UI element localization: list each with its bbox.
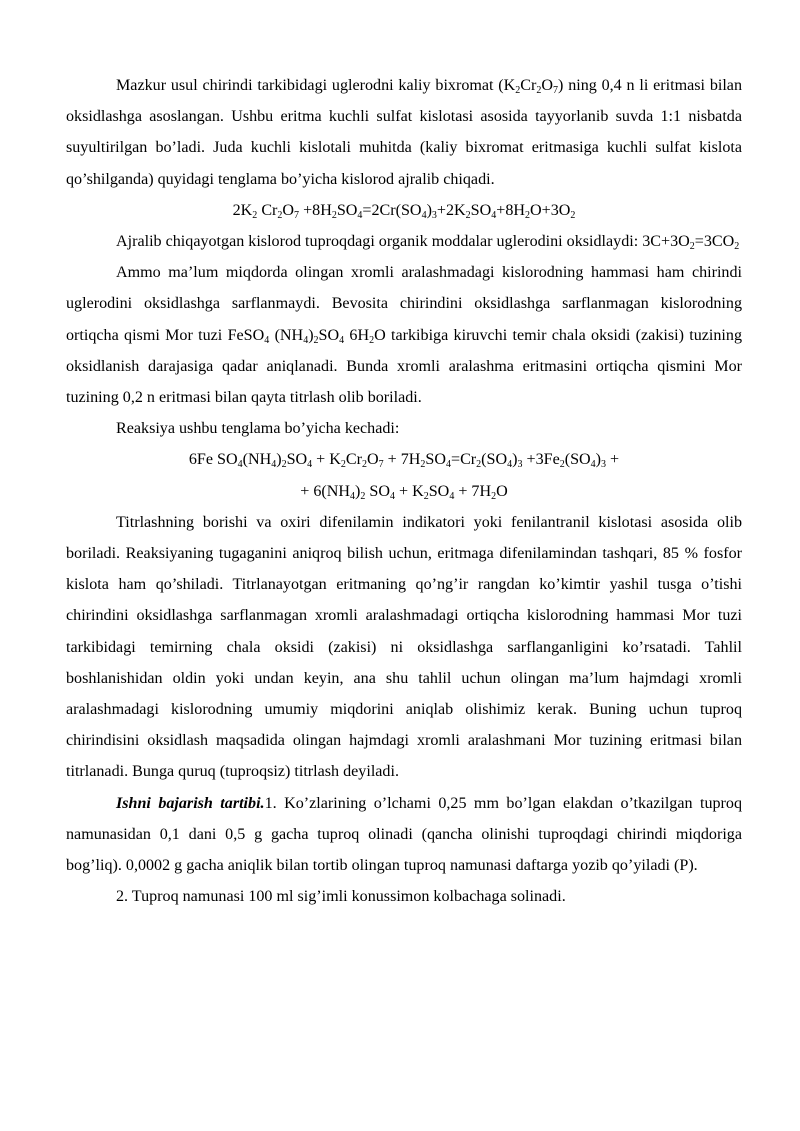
paragraph-mohr-salt: Ammo ma’lum miqdorda olingan xromli aralashmadagi kislorodning hammasi ham chirindi uglerodini oksidlashga sarflanmaydi. Bevosita chirindini oksidlashga sarflanmagan kislorodning ortiqcha qismi Mor tuzi FeSO$_4$ $(NH_4)_2SO_4$ $6H_2O$ tarkibiga kiruvchi temir chala oksidi (zakisi) tuzining oksidlanish darajasiga qadar aniqlanadi. Bunda xromli aralashma eritmasini ortiqcha qismini Mor tuzining 0,2 n eritmasi bilan qayta titrlash olib boriladi. [66, 264, 742, 407]
paragraph-procedure-step2: 2. Tuproq namunasi 100 ml sig’imli konussimon kolbachaga solinadi. [116, 888, 566, 906]
paragraph-oxygen-release: Ajralib chiqayotgan kislorod tuproqdagi organik moddalar uglerodini oksidlaydi: $3C+3O_2=3CO_2$ [116, 233, 740, 253]
equation-bichromate: $2K_2$ $Cr_2O_7 +8H_2SO_4=2Cr(SO_4)_3+2K_2SO_4+8H_2O+3O_2$ [232, 201, 576, 221]
paragraph-procedure-step1 [66, 788, 742, 882]
paragraph-method-intro: Mazkur usul chirindi tarkibidagi uglerodni kaliy bixromat $(K_2Cr_2O_7)$ ning 0,4 n li eritmasi bilan oksidlashga asoslangan. Ushbu eritma kuchli sulfat kislotasi asosida tayyorlanib suvda 1:1 nisbatda suyultirilgan bo’ladi. Juda kuchli kislotali muhitda (kaliy bixromat eritmasiga kuchli sulfat kislota qo’shilganda) quyidagi tenglama bo’yicha kislorod ajralib chiqadi. [66, 77, 742, 188]
equation-titration-line2: + $6(NH_4)_2$ $SO_4 + K_2SO_4 + 7H_2O$ [300, 482, 508, 502]
paragraph-reaction-intro: Reaksiya ushbu tenglama bo’yicha kechadi: [116, 420, 400, 438]
procedure-step1-text: 1. Ko’zlarining o’lchami 0,25 mm bo’lgan elakdan o’tkazilgan tuproq namunasidan 0,1 dani 0,5 g gacha tuproq olinadi (qancha olinishi tuproqdagi chirindi miqdoriga bog’liq). 0,0002 g gacha aniqlik bilan tortib olingan tuproq namunasi daftarga yozib qo’yiladi (P). [66, 794, 742, 875]
paragraph-titration-indicator: Titrlashning borishi va oxiri difenilamin indikatori yoki fenilantranil kislotasi asosida olib boriladi. Reaksiyaning tugaganini aniqroq bilish uchun, eritmaga difenilamindan tashqari, 85 % fosfor kislota ham qo’shiladi. Titrlanayotgan eritmaning qo’ng’ir rangdan ko’kimtir yashil tusga o’tishi chirindini oksidlashga sarflanmagan xromli aralashmadagi ortiqcha kislorodning hammasi Mor tuzi tarkibidagi temirning chala oksidi (zakisi) ni oksidlashga sarflanganligini ko’rsatadi. Tahlil boshlanishidan oldin yoki undan keyin, ana shu tahlil uchun olingan ma’lum hajmdagi xromli aralashmadagi kislorodning umumiy miqdorini aniqlab olishimiz kerak. Buning uchun tuproq chirindisini oksidlash maqsadida olingan hajmdagi xromli aralashmani Mor tuzining eritmasi bilan titrlanadi. Bunga quruq (tuproqsiz) titrlash deyiladi. [66, 513, 742, 781]
document-page [66, 70, 742, 912]
procedure-heading: Ishni bajarish tartibi. [116, 794, 265, 812]
equation-titration-line1: 6Fe $SO_4(NH_4)_2SO_4 + K_2Cr_2O_7 + 7H_2SO_4=Cr_2(SO_4)_3 +3Fe_2(SO_4)_3$ + [188, 451, 620, 471]
